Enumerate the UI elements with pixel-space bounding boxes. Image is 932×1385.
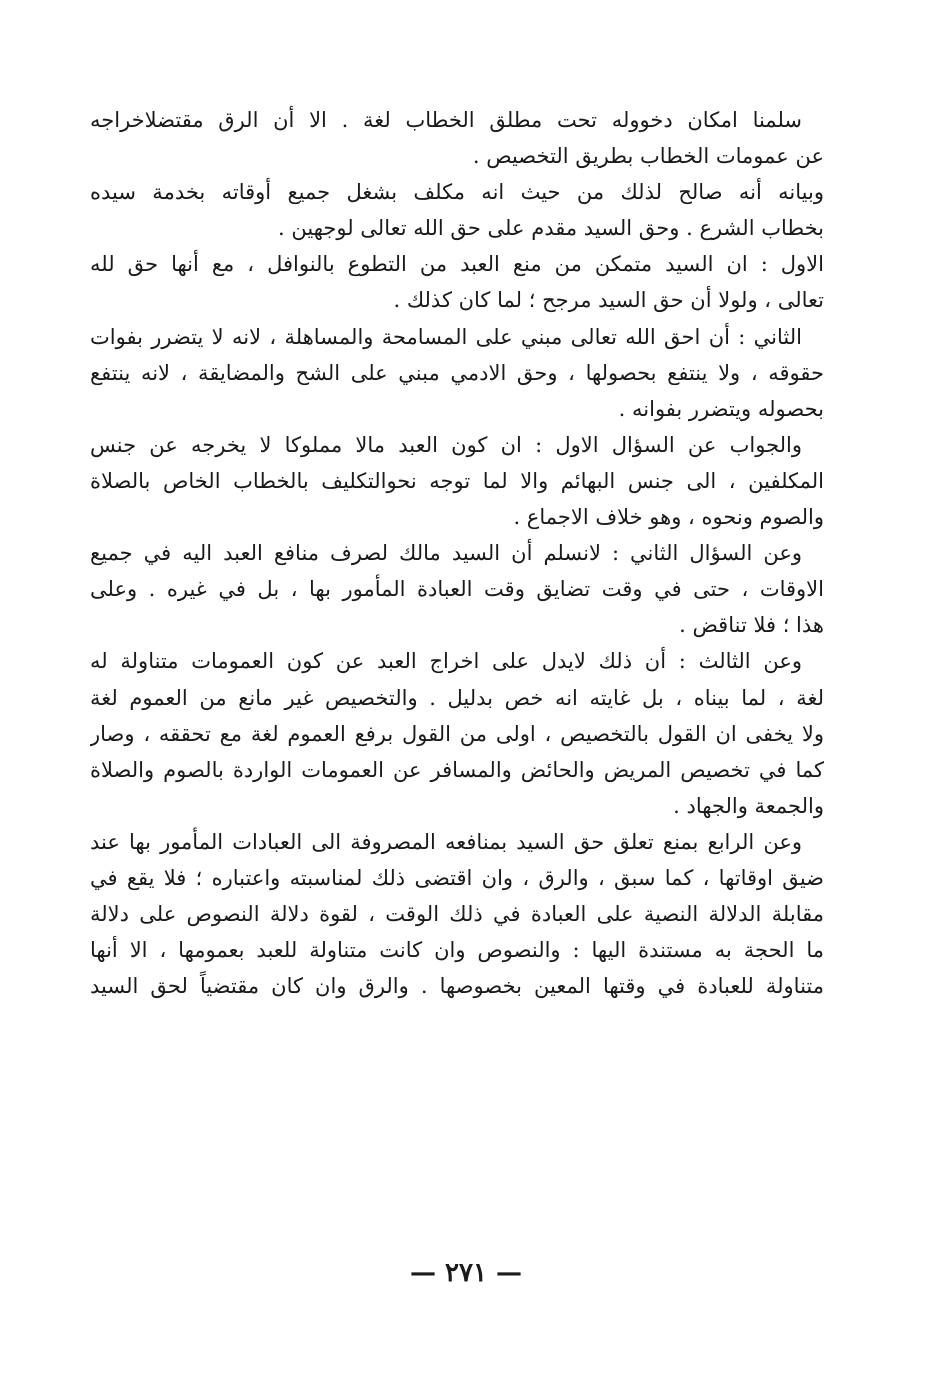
page-number: — ٢٧١ — [409,1258,523,1288]
text-line: وعن الثالث : أن ذلك لايدل على اخراج العبد عن كون العمومات متناولة له [90,649,802,674]
text-line: وعن الرابع بمنع تعلق حق السيد بمنافعه المصروفة الى العبادات المأمور بها عند [90,829,802,854]
body-text [90,102,824,1004]
text-line: تعالى ، ولولا أن حق السيد مرجح ؛ لما كان كذلك . [393,288,824,313]
text-line: والجمعة والجهاد . [673,793,824,818]
text-line: متناولة للعبادة في وقتها المعين بخصوصها . والرق وان كان مقتضياً لحق السيد [90,974,824,999]
text-line: المكلفين ، الى جنس البهائم والا لما توجه نحوالتكليف بالخطاب الخاص بالصلاة [90,468,824,493]
text-line: سلمنا امكان دخووله تحت مطلق الخطاب لغة . الا أن الرق مقتضلاخراجه [90,108,802,132]
text-line: ولا يخفى ان القول بالتخصيص ، اولى من القول برفع العموم لغة مع تحققه ، وصار [90,721,824,746]
text-line: الاول : ان السيد متمكن من منع العبد من التطوع بالنوافل ، مع أنها حق لله [90,252,824,277]
text-line: وعن السؤال الثاني : لانسلم أن السيد مالك لصرف منافع العبد اليه في جميع [90,541,802,566]
text-line: بحصوله ويتضرر بفوانه . [618,396,824,421]
text-line: وبيانه أنه صالح لذلك من حيث انه مكلف بشغل جميع أوقاته بخدمة سيده [90,180,824,205]
text-line: والصوم ونحوه ، وهو خلاف الاجماع . [513,505,824,530]
text-line: عن عمومات الخطاب بطريق التخصيص . [472,144,824,169]
text-line: والجواب عن السؤال الاول : ان كون العبد مالا مملوكا لا يخرجه عن جنس [90,432,802,457]
text-line: حقوقه ، ولا ينتفع بحصولها ، وحق الادمي مبني على الشح والمضايقة ، لانه ينتفع [90,360,824,385]
text-line: مقابلة الدلالة النصية على العبادة في ذلك الوقت ، لقوة دلالة النصوص على دلالة [90,902,824,927]
text-line: لغة ، لما بيناه ، بل غايته انه خص بدليل . والتخصيص غير مانع من العموم لغة [90,685,824,710]
text-line: بخطاب الشرع . وحق السيد مقدم على حق الله تعالى لوجهين . [278,216,824,241]
text-line: ضيق اوقاتها ، كما سبق ، والرق ، وان اقتضى ذلك لمناسبته واعتباره ؛ فلا يقع في [90,865,824,890]
text-line: كما في تخصيص المريض والحائض والمسافر عن العمومات الواردة بالصوم والصلاة [90,757,824,782]
text-line: هذا ؛ فلا تناقض . [679,613,824,638]
text-line: ما الحجة به مستندة اليها : والنصوص وان كانت متناولة للعبد بعمومها ، الا أنها [90,938,824,963]
text-line: الثاني : أن احق الله تعالى مبني على المسامحة والمساهلة ، لانه لا يتضرر بفوات [90,324,802,349]
text-line: الاوقات ، حتى في وقت تضايق وقت العبادة المأمور بها ، بل في غيره . وعلى [90,577,824,602]
